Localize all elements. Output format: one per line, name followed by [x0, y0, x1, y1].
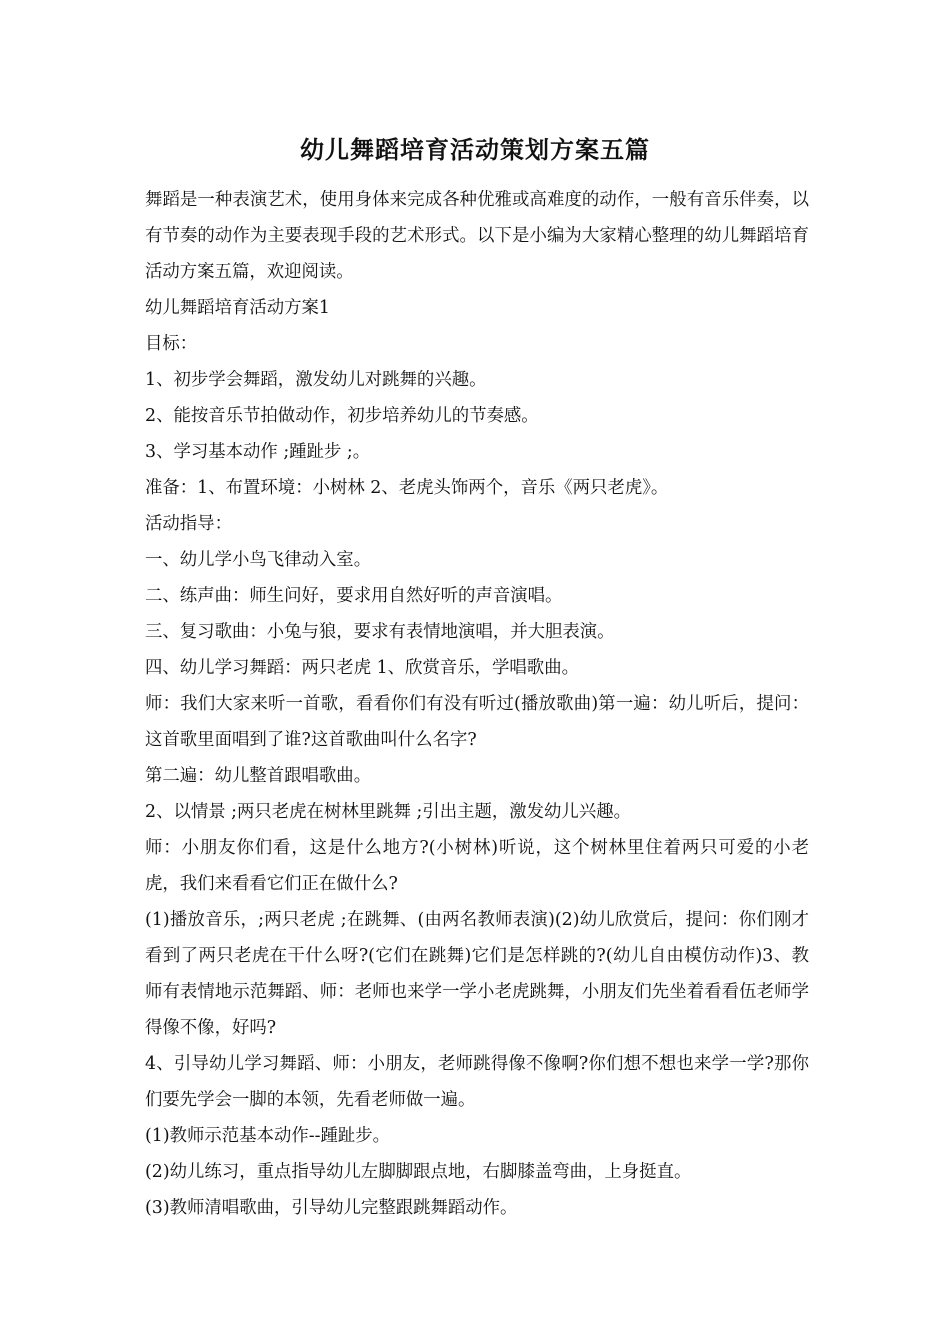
goal-item: 2、能按音乐节拍做动作，初步培养幼儿的节奏感。: [145, 406, 539, 426]
step-paragraph: (3)教师清唱歌曲，引导幼儿完整跟跳舞蹈动作。: [145, 1198, 518, 1218]
document-title: 幼儿舞蹈培育活动策划方案五篇: [300, 135, 650, 164]
document-body: [145, 182, 809, 1226]
preparation-paragraph: 准备：1、布置环境：小树林 2、老虎头饰两个，音乐《两只老虎》。: [145, 478, 669, 498]
section-heading: 幼儿舞蹈培育活动方案1: [145, 298, 330, 318]
step-paragraph: 四、幼儿学习舞蹈：两只老虎 1、欣赏音乐，学唱歌曲。: [145, 658, 579, 678]
step-paragraph: 一、幼儿学小鸟飞律动入室。: [145, 550, 372, 570]
step-paragraph: (2)幼儿练习，重点指导幼儿左脚脚跟点地，右脚膝盖弯曲，上身挺直。: [145, 1162, 692, 1182]
activity-guide-label: 活动指导：: [145, 514, 232, 534]
goal-item: 1、初步学会舞蹈，激发幼儿对跳舞的兴趣。: [145, 370, 487, 390]
step-paragraph: (1)教师示范基本动作--踵趾步。: [145, 1126, 391, 1146]
step-paragraph: 2、以情景 ;两只老虎在树林里跳舞 ;引出主题，激发幼儿兴趣。: [145, 802, 631, 822]
goals-label: 目标：: [145, 334, 198, 354]
step-paragraph: 二、练声曲：师生问好，要求用自然好听的声音演唱。: [145, 586, 563, 606]
step-paragraph: (1)播放音乐，;两只老虎 ;在跳舞、(由两名教师表演)(2)幼儿欣赏后，提问：你们刚才看到了两只老虎在干什么呀?(它们在跳舞)它们是怎样跳的?(幼儿自由模仿动作)3、教师有表情地示范舞蹈、师：老师也来学一学小老虎跳舞，小朋友们先坐着看看伍老师学得像不像，好吗?: [145, 910, 809, 1038]
goal-item: 3、学习基本动作 ;踵趾步 ;。: [145, 442, 371, 462]
step-paragraph: 三、复习歌曲：小兔与狼，要求有表情地演唱，并大胆表演。: [145, 622, 615, 642]
intro-paragraph: 舞蹈是一种表演艺术，使用身体来完成各种优雅或高难度的动作，一般有音乐伴奏，以有节奏的动作为主要表现手段的艺术形式。以下是小编为大家精心整理的幼儿舞蹈培育活动方案五篇，欢迎阅读。: [145, 190, 809, 282]
dialogue-paragraph: 师：我们大家来听一首歌，看看你们有没有听过(播放歌曲)第一遍：幼儿听后，提问：这首歌里面唱到了谁?这首歌曲叫什么名字?: [145, 694, 809, 750]
step-paragraph: 4、引导幼儿学习舞蹈、师：小朋友，老师跳得像不像啊?你们想不想也来学一学?那你们要先学会一脚的本领，先看老师做一遍。: [145, 1054, 809, 1110]
dialogue-paragraph: 师：小朋友你们看，这是什么地方?(小树林)听说，这个树林里住着两只可爱的小老虎，我们来看看它们正在做什么?: [145, 838, 809, 894]
step-paragraph: 第二遍：幼儿整首跟唱歌曲。: [145, 766, 372, 786]
